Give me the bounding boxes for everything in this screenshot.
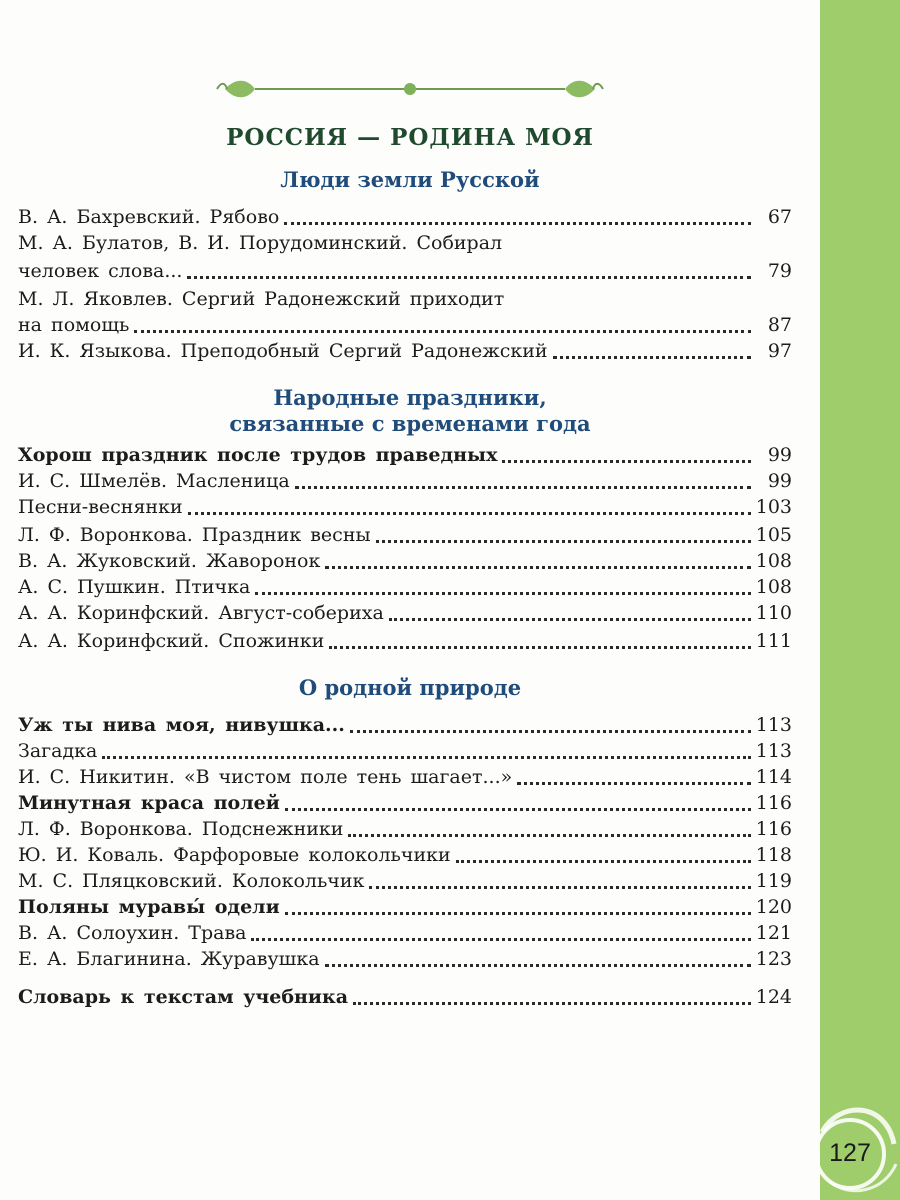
- toc-entry[interactable]: [18, 894, 792, 920]
- toc-entry-page: 119: [755, 870, 792, 892]
- toc-entry[interactable]: [18, 468, 792, 494]
- toc-entry-text: А. А. Коринфский. Август-собериха: [18, 602, 384, 624]
- section-title-people: Люди земли Русской: [280, 167, 540, 192]
- toc-entry-text: Минутная краса полей: [18, 792, 280, 814]
- toc-entry[interactable]: [18, 790, 792, 816]
- toc-entry[interactable]: [18, 522, 792, 548]
- decorative-ornament: [215, 76, 605, 102]
- toc-entry-text: Ю. И. Коваль. Фарфоровые колокольчики: [18, 844, 451, 866]
- toc-entry[interactable]: [18, 712, 792, 738]
- dot-leader: [517, 781, 750, 785]
- dot-leader: [369, 885, 750, 889]
- dot-leader: [325, 963, 751, 967]
- section-title-nature: О родной природе: [298, 675, 522, 700]
- section-title-holidays-line2: связанные с временами года: [229, 411, 591, 436]
- dot-leader: [376, 539, 751, 543]
- page-number: 127: [829, 1139, 871, 1167]
- toc-entry-text: Словарь к текстам учебника: [18, 986, 349, 1008]
- toc-entry-text: И. С. Шмелёв. Масленица: [18, 470, 290, 492]
- dot-leader: [284, 221, 751, 225]
- toc-entry-page: 110: [755, 602, 792, 624]
- section-title-holidays-line1: Народные праздники,: [273, 385, 547, 410]
- dot-leader: [350, 729, 751, 733]
- dot-leader: [456, 859, 751, 863]
- toc-entry-text: Л. Ф. Воронкова. Праздник весны: [18, 524, 371, 546]
- toc-entry-page: 114: [755, 766, 792, 788]
- toc-entry-page: 113: [755, 714, 792, 736]
- toc-entry-text: В. А. Бахревский. Рябово: [18, 206, 280, 228]
- toc-entry[interactable]: [18, 230, 792, 256]
- toc-entry-text: человек слова...: [18, 260, 183, 282]
- dot-leader: [389, 617, 751, 621]
- toc-entry-page: 108: [755, 550, 792, 572]
- dot-leader: [255, 591, 750, 595]
- toc-entry-text: М. С. Пляцковский. Колокольчик: [18, 870, 365, 892]
- toc-entry-page: 120: [755, 896, 792, 918]
- toc-entry-page: 105: [755, 524, 792, 546]
- dot-leader: [134, 329, 751, 333]
- dot-leader: [553, 355, 751, 359]
- toc-entry[interactable]: [18, 984, 792, 1010]
- toc-entry[interactable]: [18, 868, 792, 894]
- toc-entry[interactable]: [18, 842, 792, 868]
- toc-entry-text: Хорош праздник после трудов праведных: [18, 444, 498, 466]
- toc-entry-text: Уж ты нива моя, нивушка...: [18, 714, 345, 736]
- toc-entry-page: 118: [755, 844, 792, 866]
- toc-entry-page: 87: [767, 314, 792, 336]
- dot-leader: [187, 275, 751, 279]
- dot-leader: [329, 645, 750, 649]
- toc-entry[interactable]: [18, 258, 792, 284]
- toc-entry[interactable]: [18, 338, 792, 364]
- toc-entry-text: Е. А. Благинина. Журавушка: [18, 948, 320, 970]
- toc-entry-text: Л. Ф. Воронкова. Подснежники: [18, 818, 344, 840]
- toc-entry[interactable]: [18, 628, 792, 654]
- toc-entry[interactable]: [18, 442, 792, 468]
- toc-entry-page: 99: [767, 444, 792, 466]
- toc-entry-page: 97: [767, 340, 792, 362]
- toc-entry-page: 116: [755, 792, 792, 814]
- dot-leader: [102, 755, 750, 759]
- dot-leader: [295, 485, 751, 489]
- dot-leader: [188, 511, 751, 515]
- toc-entry[interactable]: [18, 574, 792, 600]
- chapter-title: РОССИЯ — РОДИНА МОЯ: [226, 124, 594, 151]
- side-color-band: [820, 0, 900, 1200]
- toc-entry-text: В. А. Жуковский. Жаворонок: [18, 550, 321, 572]
- toc-entry-page: 113: [755, 740, 792, 762]
- toc-entry-page: 79: [767, 260, 792, 282]
- toc-entry-page: 124: [755, 986, 792, 1008]
- toc-entry-page: 99: [767, 470, 792, 492]
- toc-entry-text: Песни-веснянки: [18, 496, 183, 518]
- toc-entry-text: В. А. Солоухин. Трава: [18, 922, 247, 944]
- dot-leader: [285, 911, 751, 915]
- toc-entry-page: 103: [755, 496, 792, 518]
- toc-entry-text: И. К. Языкова. Преподобный Сергий Радонежский: [18, 340, 548, 362]
- toc-entry-text: И. С. Никитин. «В чистом поле тень шагает...»: [18, 766, 513, 788]
- toc-entry[interactable]: [18, 286, 792, 312]
- toc-entry-text: А. А. Коринфский. Спожинки: [18, 630, 325, 652]
- toc-entry-page: 111: [755, 630, 792, 652]
- toc-entry-text: Загадка: [18, 740, 98, 762]
- toc-entry[interactable]: [18, 548, 792, 574]
- toc-entry-text: А. С. Пушкин. Птичка: [18, 576, 251, 598]
- toc-entry-text: на помощь: [18, 314, 130, 336]
- toc-entry-page: 123: [755, 948, 792, 970]
- toc-entry[interactable]: [18, 204, 792, 230]
- toc-entry[interactable]: [18, 764, 792, 790]
- toc-entry[interactable]: [18, 920, 792, 946]
- dot-leader: [251, 937, 750, 941]
- toc-entry-text: М. Л. Яковлев. Сергий Радонежский приходит: [18, 288, 505, 310]
- toc-entry-page: 67: [767, 206, 792, 228]
- dot-leader: [285, 807, 751, 811]
- toc-entry-text: М. А. Булатов, В. И. Порудоминский. Собирал: [18, 232, 503, 254]
- dot-leader: [502, 459, 751, 463]
- toc-entry[interactable]: [18, 312, 792, 338]
- dot-leader: [325, 565, 750, 569]
- toc-entry[interactable]: [18, 816, 792, 842]
- toc-entry[interactable]: [18, 946, 792, 972]
- dot-leader: [348, 833, 750, 837]
- toc-entry-page: 116: [755, 818, 792, 840]
- toc-entry[interactable]: [18, 494, 792, 520]
- dot-leader: [353, 1001, 751, 1005]
- toc-entry-text: Поляны муравы́ одели: [18, 896, 280, 918]
- toc-entry-page: 121: [755, 922, 792, 944]
- toc-entry[interactable]: [18, 600, 792, 626]
- toc-entry-page: 108: [755, 576, 792, 598]
- toc-entry[interactable]: [18, 738, 792, 764]
